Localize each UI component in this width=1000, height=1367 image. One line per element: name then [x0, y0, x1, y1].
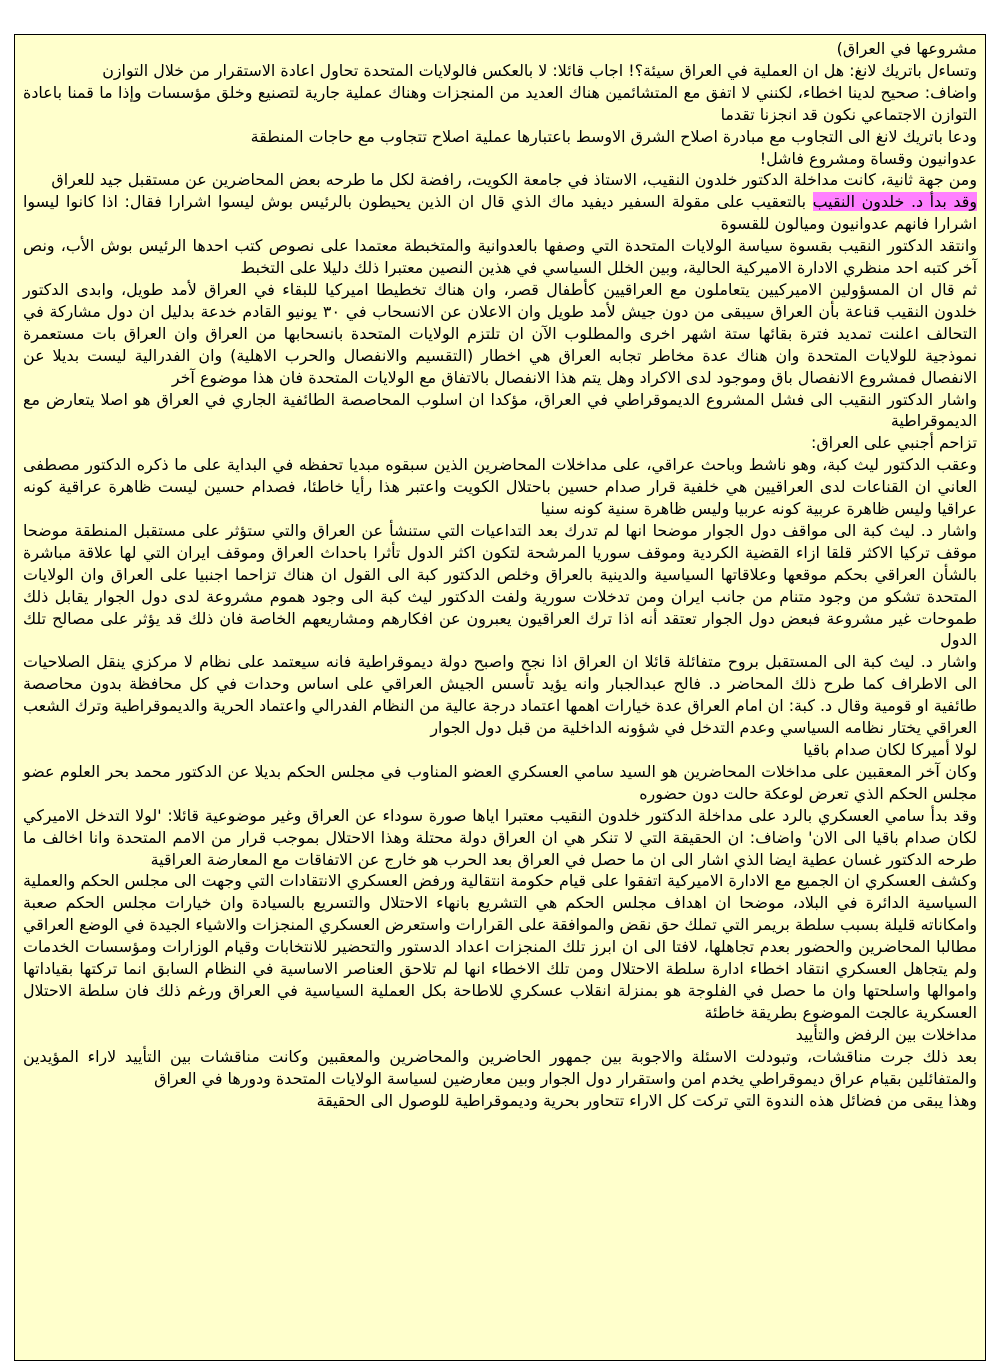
section-heading: عدوانيون وقساة ومشروع فاشل!: [759, 148, 977, 168]
article-page: [14, 34, 986, 1361]
paragraph: ومن جهة ثانية، كانت مداخلة الدكتور خلدون النقيب، الاستاذ في جامعة الكويت، رافضة لكل ما طرحه بعض المحاضرين عن مستقبل جيد للعراق: [51, 170, 977, 190]
section-heading: تزاحم أجنبي على العراق:: [810, 433, 977, 453]
highlighted-text: وقد بدأ د. خلدون النقيب: [812, 192, 977, 212]
paragraph-text: بالتعقيب على مقولة السفير ديفيد ماك الذي قال ان الذين يحيطون بالرئيس بوش ليسوا اشرارا فقال: اذا كانوا ليسوا اشرارا فانهم عدوانيون وميالون للقسوة: [23, 192, 977, 234]
paragraph: وقد بدأ سامي العسكري بالرد على مداخلة الدكتور خلدون النقيب معتبرا اياها صورة سوداء عن العراق وغير موضوعية قائلا: 'لولا التدخل الاميركي لكان صدام باقيا الى الان' واضاف: ان الحقيقة التي لا تنكر هي ان العراق دولة محتلة وهذا الاحتلال بموجب قرار من الامم المتحدة وانا اخالف ما طرحه الدكتور غسان عطية ايضا الذي اشار الى ان ما حصل في العراق بعد الحرب هو خارج عن الاتفاقات مع المعارضة العراقية: [23, 805, 977, 869]
paragraph: بعد ذلك جرت مناقشات، وتبودلت الاسئلة والاجوبة بين جمهور الحاضرين والمحاضرين والمعقبين وكانت مناقشات بين التأييد لاراء المؤيدين والمتفائلين بقيام عراق ديموقراطي يخدم امن واستقرار دول الجوار وبين معارضين لسياسة الولايات المتحدة ودورها في العراق: [23, 1046, 977, 1088]
section-heading: مداخلات بين الرفض والتأييد: [795, 1024, 977, 1044]
paragraph: وكان آخر المعقبين على مداخلات المحاضرين هو السيد سامي العسكري العضو المناوب في مجلس الحكم بديلا عن الدكتور محمد بحر العلوم عضو مجلس الحكم الذي تعرض لوعكة حالت دون حضوره: [23, 761, 977, 803]
section-heading: لولا أميركا لكان صدام باقيا: [803, 740, 977, 759]
paragraph: وكشف العسكري ان الجميع مع الادارة الاميركية اتفقوا على قيام حكومة انتقالية ورفض العسكري الانتقادات التي وجهت الى مجلس الحكم والعملية السياسية الدائرة في البلاد، موضحا ان اهداف مجلس الحكم هي التشريع بانهاء الاحتلال والتسريع بالسيادة وان خيارات مجلس الحكم صعبة وامكاناته قليلة بسبب سلطة بريمر التي تملك حق نقض والموافقة على القرارات واستعرض العسكري المنجزات والاشياء الجيدة في الوضع العراقي مطالبا المحاضرين والحضور بعدم تجاهلها، لافتا الى ان ابرز تلك المنجزات اعداد الدستور والتحضير للانتخابات وقيام الوزارات ومؤسسات الخدمات ولم يتجاهل العسكري انتقاد اخطاء ادارة سلطة الاحتلال ومن تلك الاخطاء انها لم تلاحق العناصر الاساسية في النظام السابق انما تركتها بقياداتها واموالها واسلحتها وان ما حصل في الفلوجة هو بمنزلة انقلاب عسكري للاطاحة بكل العملية السياسية في العراق ورغم ذلك فان سلطة الاحتلال العسكرية عالجت الموضوع بطريقة خاطئة: [23, 871, 977, 1022]
paragraph: وعقب الدكتور ليث كبة، وهو ناشط وباحث عراقي، على مداخلات المحاضرين الذين سبقوه مبديا تحفظه في البداية على ما ذكره الدكتور مصطفى العاني ان القناعات لدى العراقيين هي خلفية قرار صدام حسين باحتلال الكويت واعتبر هذا رأيا خاطئا، فصدام حسين ليست ظاهرة عراقية كونه عراقيا وليس ظاهرة عربية كونه عربيا وليس ظاهرة سنية كونه سنيا: [23, 455, 977, 519]
paragraph: واشار د. ليث كبة الى مواقف دول الجوار موضحا انها لم تدرك بعد التداعيات التي ستنشأ عن العراق والتي ستؤثر على مستقبل المنطقة موضحا موقف تركيا الاكثر قلقا ازاء القضية الكردية وموقف سوريا المرشحة لتكون اكثر الدول تأثرا باحداث العراق وموقف ايران التي لها علاقة مباشرة بالشأن العراقي بحكم موقعها وعلاقاتها السياسية والدينية بالعراق وخلص الدكتور كبة الى القول ان هناك تزاحما اجنبيا على العراق وان الولايات المتحدة تشكو من وجود متنام من جانب ايران ومن تدخلات سورية ولفت الدكتور ليث كبة الى وجود هموم مشروعة لدى دول الجوار يقابل ذلك طموحات غير مشروعة فبعض دول الجوار تعتقد أنه اذا ترك العراقيون يعبرون عن افكارهم ومشاريعهم الخاصة فان ذلك قد يؤثر على مصالح تلك الدول: [23, 520, 977, 650]
paragraph: واضاف: صحيح لدينا اخطاء، لكنني لا اتفق مع المتشائمين هناك العديد من المنجزات وهناك عملية جارية لتصنيع وخلق مؤسسات وإذا ما قمنا باعادة التوازن الاجتماعي نكون قد انجزنا تقدما: [23, 82, 977, 124]
paragraph: ودعا باتريك لانغ الى التجاوب مع مبادرة اصلاح الشرق الاوسط باعتبارها عملية اصلاح تتجاوب مع حاجات المنطقة: [250, 126, 977, 146]
paragraph: مشروعها في العراق): [836, 39, 977, 58]
paragraph: وتساءل باتريك لانغ: هل ان العملية في العراق سيئة؟! اجاب قائلا: لا بالعكس فالولايات المتحدة تحاول اعادة الاستقرار من خلال التوازن: [102, 60, 977, 80]
paragraph: ثم قال ان المسؤولين الاميركيين يتعاملون مع العراقيين كأطفال قصر، وان هناك تخطيطا اميركيا للبقاء في العراق لأمد طويل، وابدى الدكتور خلدون النقيب قناعة بأن العراق سيبقى من دون جيش لأمد طويل وان الاعلان عن الانسحاب في ٣٠ يونيو القادم خدعة بدليل ان دول مشاركة في التحالف اعلنت تمديد فترة بقائها ستة اشهر اخرى والمطلوب الآن ان تلتزم الولايات المتحدة بانسحابها من العراق وان العراق بات مستعمرة نموذجية للولايات المتحدة وان هناك عدة مخاطر تجابه العراق هي اخطار (التقسيم والانفصال والحرب الاهلية) وان الفدرالية ليست بديلا عن الانفصال فمشروع الانفصال باق وموجود لدى الاكراد وهل يتم هذا الانفصال بالاتفاق مع الولايات المتحدة فان هذا موضوع آخر: [23, 279, 977, 387]
paragraph: وهذا يبقى من فضائل هذه الندوة التي تركت كل الاراء تتحاور بحرية وديموقراطية للوصول الى الحقيقة: [316, 1090, 977, 1110]
paragraph: واشار الدكتور النقيب الى فشل المشروع الديموقراطي في العراق، مؤكدا ان اسلوب المحاصصة الطائفية الجاري في العراق هو اصلا يتعارض مع الديموقراطية: [23, 389, 977, 431]
paragraph: واشار د. ليث كبة الى المستقبل بروح متفائلة قائلا ان العراق اذا نجح واصبح دولة ديموقراطية فانه سيعتمد على نظام لا مركزي ينقل الصلاحيات الى الاطراف كما طرح ذلك المحاضر د. فالح عبدالجبار وانه يؤيد تأسس الجيش العراقي على اساس وحدات في كل محافظة بدون محاصصة طائفية او قومية وقال د. كبة: ان امام العراق عدة خيارات اهمها اعتماد درجة عالية من النظام الفدرالي واعتماد الحرية والديموقراطية وترك الشعب العراقي يختار نظامه السياسي وعدم التدخل في شؤونه الداخلية من قبل دول الجوار: [23, 652, 977, 738]
paragraph: وانتقد الدكتور النقيب بقسوة سياسة الولايات المتحدة التي وصفها بالعدوانية والمتخبطة معتمدا على نصوص كتب احدها الرئيس بوش الأب، ونص آخر كتبه احد منظري الادارة الاميركية الحالية، وبين الخلل السياسي في هذين النصين معتبرا ذلك دليلا على التخبط: [23, 236, 977, 278]
paragraph: [23, 191, 977, 235]
